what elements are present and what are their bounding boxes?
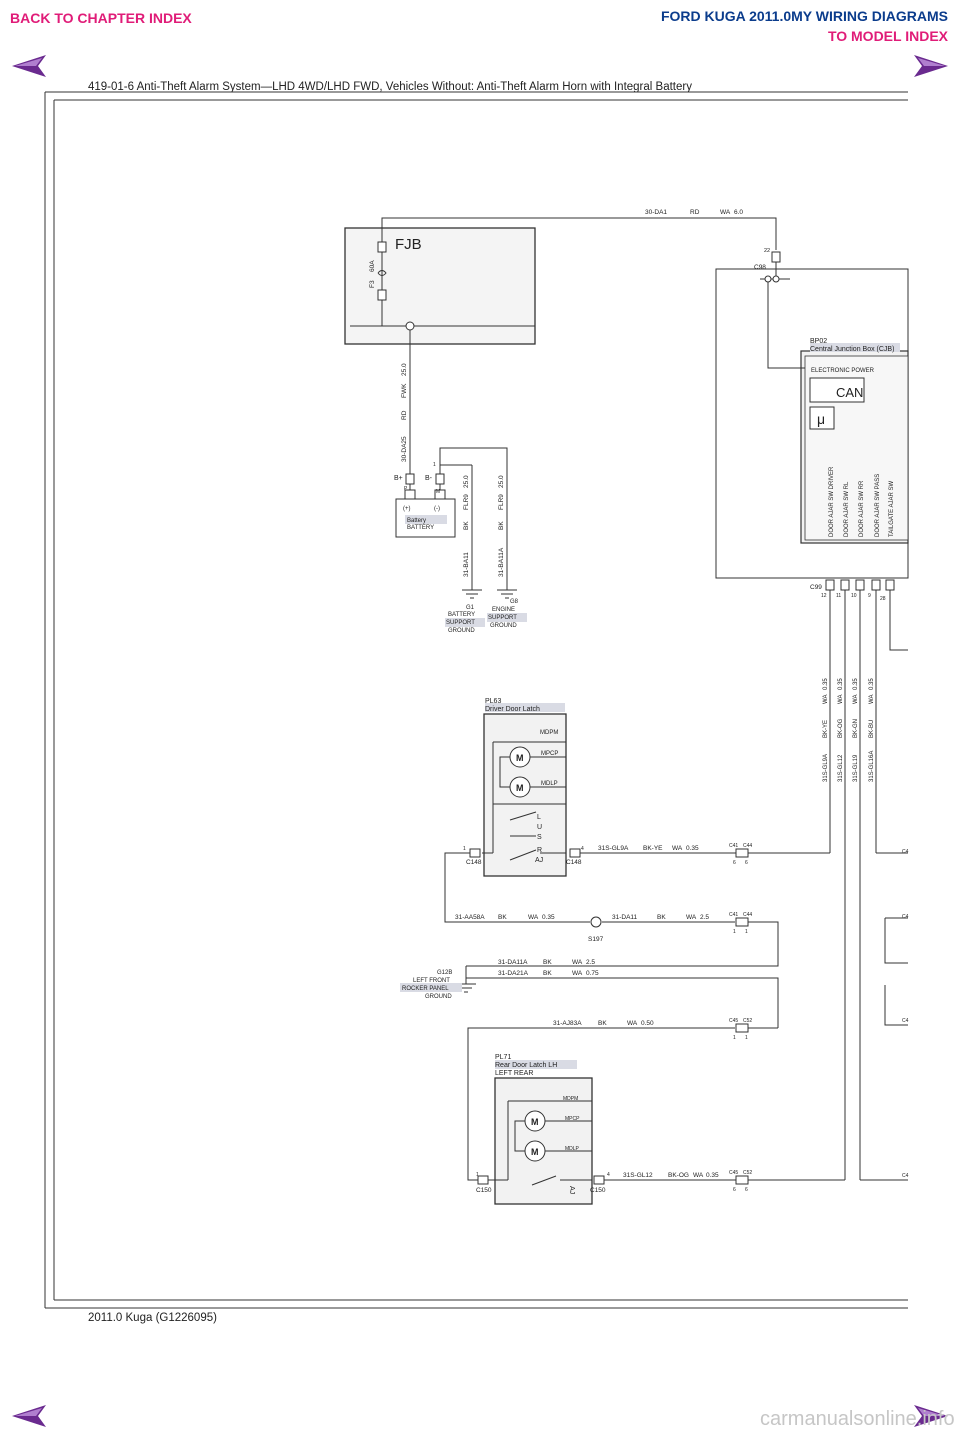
pl63-conn-left: C148 (466, 859, 482, 866)
w-gl9a-c1: C41 (729, 843, 739, 849)
door-wire-1-color: BK-OG (838, 718, 844, 738)
to-model-index-link[interactable]: TO MODEL INDEX (827, 28, 948, 44)
door-wire-1-wa: WA (838, 694, 844, 704)
gnd-wire2-color: BK (498, 521, 505, 530)
previous-page-arrow-bottom-icon[interactable] (12, 1405, 46, 1427)
cjb-signal-1: DOOR AJAR SW RL (844, 481, 850, 537)
pl71-conn-left: C150 (476, 1187, 492, 1194)
page-footer: 2011.0 Kuga (G1226095) (88, 1312, 217, 1324)
w-aj83a-id: 31-AJ83A (553, 1020, 582, 1027)
w-gl12-wa: WA (693, 1172, 704, 1179)
pl71-mpcp: MPCP (565, 1116, 580, 1122)
pl63-motor-2: M (516, 783, 524, 793)
pl71-motor-1: M (531, 1117, 539, 1127)
w-gl12-id: 31S-GL12 (623, 1172, 653, 1179)
c99-label: C99 (810, 584, 822, 591)
gnd-wire1-type: FLR9 (463, 494, 470, 510)
cjb-signal-4: TAILGATE AJAR SW (889, 480, 895, 537)
w-gl9a-size: 0.35 (686, 845, 699, 852)
pl71-conn-right: C150 (590, 1187, 606, 1194)
w-da11a-size: 2.5 (586, 959, 596, 966)
door-wire-0-color: BK-YE (823, 719, 829, 738)
door-wire-2-id: 31S-GL19 (853, 754, 859, 782)
pl71-code: PL71 (495, 1054, 512, 1061)
fjb-out-size: 25.0 (401, 363, 408, 376)
w-da21a-wa: WA (572, 970, 583, 977)
w-gl12-size: 0.35 (706, 1172, 719, 1179)
s197-label: S197 (588, 936, 604, 943)
edge-conn-1: C4 (902, 914, 909, 920)
g1-l1: BATTERY (448, 612, 476, 618)
w-gl9a-id: 31S-GL9A (598, 845, 629, 852)
door-wire-0-id: 31S-GL9A (823, 753, 829, 782)
pl63-conn-right: C148 (566, 859, 582, 866)
battery-sub: BATTERY (407, 525, 435, 531)
w-aj83a-wa: WA (627, 1020, 638, 1027)
pl71-motor-2: M (531, 1147, 539, 1157)
battery-label: Battery (407, 518, 427, 524)
w-aj83a-size: 0.50 (641, 1020, 654, 1027)
wire-da1-size: 6.0 (734, 209, 744, 216)
g1-code: G1 (466, 605, 475, 611)
g12b-l3: GROUND (425, 994, 452, 1000)
battery-bminus: B- (425, 475, 432, 482)
c99-pin-0: 12 (821, 593, 827, 599)
fjb-fuse-rating: 60A (369, 260, 376, 272)
pl63-switch-r: R (537, 847, 543, 854)
w-aa58a-wa: WA (528, 914, 539, 921)
gnd-wire1-color: BK (463, 521, 470, 530)
door-wire-3-wa: WA (869, 694, 875, 704)
pl63-code: PL63 (485, 698, 502, 705)
pl63-pin-left: 1 (463, 846, 466, 852)
document-title: FORD KUGA 2011.0MY WIRING DIAGRAMS (660, 8, 948, 24)
w-gl9a-color: BK-YE (643, 845, 663, 852)
door-wire-3-id: 31S-GL16A (869, 750, 875, 782)
pl71-pin-right: 4 (607, 1172, 610, 1178)
battery-m: M (436, 489, 441, 495)
w-da11-color: BK (657, 914, 666, 921)
battery-pos: (+) (403, 506, 411, 512)
pl63-mdlp: MDLP (541, 781, 558, 787)
door-wire-2-size: 0.35 (853, 678, 859, 690)
w-da11-wa: WA (686, 914, 697, 921)
w-gl9a-wa: WA (672, 845, 683, 852)
pl71-mdpm: MDPM (563, 1096, 579, 1102)
wire-da1-wa: WA (720, 209, 731, 216)
w-gl9a-c2: C44 (743, 843, 753, 849)
w-aa58a-color: BK (498, 914, 507, 921)
w-aj83a-c2: C52 (743, 1018, 753, 1024)
g1-l3: GROUND (448, 628, 475, 634)
w-aa58a-size: 0.35 (542, 914, 555, 921)
g12b-l1: LEFT FRONT (413, 978, 450, 984)
c99-pin-1: 11 (836, 593, 842, 599)
cjb-can: CAN (836, 385, 864, 400)
g12b-l2: ROCKER PANEL (402, 986, 449, 992)
door-wire-3-color: BK-BU (869, 719, 875, 738)
w-gl12-color: BK-OG (668, 1172, 689, 1179)
c99-pin-2: 10 (851, 593, 857, 599)
pl71-sub: LEFT REAR (495, 1070, 534, 1077)
pl63-mpcp: MPCP (541, 751, 559, 757)
w-gl12-p1: 6 (733, 1187, 736, 1193)
w-da11a-wa: WA (572, 959, 583, 966)
w-aj83a-p1: 1 (733, 1035, 736, 1041)
battery-neg: (-) (434, 506, 440, 512)
w-da21a-size: 0.75 (586, 970, 599, 977)
pl63-switch-l: L (537, 814, 541, 821)
battery-p: P (404, 486, 408, 492)
w-gl12-c2: C52 (743, 1170, 753, 1176)
fjb-fuse-id: F3 (369, 280, 376, 288)
pl63-switch-u: U (537, 824, 543, 831)
cjb-signal-3: DOOR AJAR SW PASS (875, 473, 881, 537)
w-gl9a-p2: 6 (745, 860, 748, 866)
gnd-wire2-id: 31-BA11A (498, 547, 505, 577)
w-gl12-c1: C45 (729, 1170, 739, 1176)
w-da11-id: 31-DA11 (612, 914, 638, 921)
back-to-chapter-index-link[interactable]: BACK TO CHAPTER INDEX (10, 10, 192, 26)
cjb-mu: μ (817, 411, 826, 427)
watermark-text: carmanualsonline.info (760, 1408, 955, 1430)
g12b-code: G12B (437, 970, 453, 976)
g8-code: G8 (510, 599, 519, 605)
w-da21a-color: BK (543, 970, 552, 977)
pl63-pin-right: 4 (581, 846, 584, 852)
battery-bplus: B+ (394, 475, 403, 482)
c99-pin-3: 9 (868, 593, 871, 599)
w-aj83a-p2: 1 (745, 1035, 748, 1041)
page-subtitle: 419-01-6 Anti-Theft Alarm System—LHD 4WD/LHD FWD, Vehicles Without: Anti-Theft Alarm Horn with Integral Battery (88, 81, 692, 93)
pl63-switch-aj: AJ (535, 857, 544, 864)
fjb-label: FJB (395, 236, 422, 253)
pl71-pin-left: 1 (476, 1172, 479, 1178)
pl71-name: Rear Door Latch LH (495, 1062, 558, 1069)
pl63-motor-1: M (516, 753, 524, 763)
cjb-code: BP02 (810, 338, 828, 345)
w-da11a-id: 31-DA11A (498, 959, 528, 966)
w-da11a-color: BK (543, 959, 552, 966)
g8-l1: ENGINE (492, 607, 516, 613)
c99-pin-4: 28 (880, 596, 886, 602)
edge-conn-2: C4 (902, 1018, 909, 1024)
g1-l2: SUPPORT (446, 620, 475, 626)
cjb-signal-2: DOOR AJAR SW RR (859, 480, 865, 537)
door-wire-1-id: 31S-GL12 (838, 754, 844, 782)
door-wire-2-wa: WA (853, 694, 859, 704)
g8-l3: GROUND (490, 623, 517, 629)
w-da11-c1: C41 (729, 912, 739, 918)
door-wire-3-size: 0.35 (869, 678, 875, 690)
c98-pin: 22 (764, 248, 771, 254)
w-da11-p1: 1 (733, 929, 736, 935)
c98-label: C98 (754, 264, 766, 271)
gnd-wire2-size: 25.0 (498, 475, 505, 488)
wire-da1-color: RD (690, 209, 700, 216)
g8-l2: SUPPORT (488, 615, 517, 621)
gnd-wire2-type: FLR9 (498, 494, 505, 510)
w-gl9a-p1: 6 (733, 860, 736, 866)
w-aj83a-color: BK (598, 1020, 607, 1027)
battery-pin1: 1 (433, 462, 436, 468)
edge-conn-0: C4 (902, 849, 909, 855)
pl63-switch-s: S (537, 834, 542, 841)
fjb-out-color: RD (401, 410, 408, 420)
fjb-out-type: FWK (401, 383, 408, 398)
w-da11-c2: C44 (743, 912, 753, 918)
door-wire-1-size: 0.35 (838, 678, 844, 690)
gnd-wire1-size: 25.0 (463, 475, 470, 488)
w-aa58a-id: 31-AA58A (455, 914, 485, 921)
door-wire-2-color: BK-GN (853, 718, 859, 738)
pl63-mdpm: MDPM (540, 730, 559, 736)
gnd-wire1-id: 31-BA11 (463, 552, 470, 577)
w-aj83a-c1: C45 (729, 1018, 739, 1024)
edge-conn-3: C4 (902, 1173, 909, 1179)
pl63-name: Driver Door Latch (485, 706, 540, 713)
pl71-switch-aj: AJ (568, 1186, 575, 1195)
cjb-signal-0: DOOR AJAR SW DRIVER (829, 466, 835, 537)
cjb-electronic-power: ELECTRONIC POWER (811, 368, 875, 374)
pl71-mdlp: MDLP (565, 1146, 579, 1152)
fjb-out-id: 30-DA25 (401, 436, 408, 462)
door-wire-0-size: 0.35 (823, 678, 829, 690)
wire-da1-id: 30-DA1 (645, 209, 668, 216)
door-wire-0-wa: WA (823, 694, 829, 704)
cjb-name: Central Junction Box (CJB) (810, 346, 895, 353)
w-da11-p2: 1 (745, 929, 748, 935)
w-da21a-id: 31-DA21A (498, 970, 528, 977)
w-da11-size: 2.5 (700, 914, 710, 921)
w-gl12-p2: 6 (745, 1187, 748, 1193)
